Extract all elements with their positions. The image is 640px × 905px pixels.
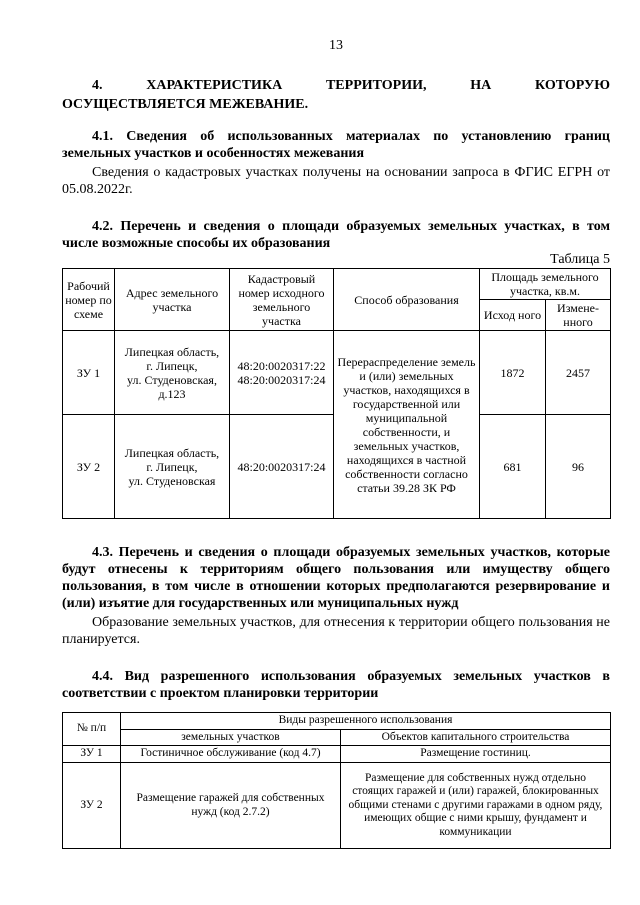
table-5-header-area: Площадь земельного участка, кв.м. xyxy=(480,269,611,300)
table-5 xyxy=(62,268,611,519)
table-6-header-number: № п/п xyxy=(63,713,121,746)
table-5-cell-number: ЗУ 1 xyxy=(63,331,115,415)
table-row xyxy=(63,746,611,763)
address-line: г. Липецк, xyxy=(146,459,198,474)
section-4-4-heading: 4.4. Вид разрешенного использования образуемых земельных участков в соответствии с проектом планировки территории xyxy=(62,669,610,701)
cadastral-number: 48:20:0020317:22 xyxy=(237,358,326,373)
address-line: Липецкая область, xyxy=(124,344,220,359)
section-4-2-heading: 4.2. Перечень и сведения о площади образуемых земельных участках, в том числе возможные способы их образования xyxy=(62,219,610,251)
section-4-word: ТЕРРИТОРИИ, xyxy=(325,78,427,93)
table-5-cell-area-changed: 96 xyxy=(546,415,611,519)
address-line: Липецкая область, xyxy=(124,445,220,460)
table-6 xyxy=(62,712,611,849)
table-6-cell-objects: Размещение для собственных нужд отдельно стоящих гаражей и (или) гаражей, блокированных общими стенами с другими гаражами в одном ряду, имеющих общие с ними крышу, фундамент и коммуникации xyxy=(341,763,611,849)
table-5-cell-area-source: 681 xyxy=(480,415,546,519)
section-4-1-text: Сведения о кадастровых участках получены на основании запроса в ФГИС ЕГРН от 05.08.2022г. xyxy=(62,165,610,197)
address-line: д.123 xyxy=(158,386,186,401)
table-row xyxy=(63,763,611,849)
table-6-cell-objects: Размещение гостиниц. xyxy=(341,746,611,763)
table-6-header-types: Виды разрешенного использования xyxy=(121,713,611,730)
table-5-header-method: Способ образования xyxy=(334,269,480,331)
table-5-cell-cadastral xyxy=(230,331,334,415)
table-5-caption: Таблица 5 xyxy=(550,252,610,267)
table-5-header-cadastral: Кадастровый номер исходного земельного участка xyxy=(230,269,334,331)
table-5-header-area-changed: Измене-нного xyxy=(546,300,611,331)
section-4-word: ХАРАКТЕРИСТИКА xyxy=(146,78,283,93)
section-4-1-heading: 4.1. Сведения об использованных материалах по установлению границ земельных участков и особенностях межевания xyxy=(62,129,610,161)
address-line: ул. Студеновская, xyxy=(127,372,217,387)
table-5-cell-address xyxy=(115,331,230,415)
table-row xyxy=(63,331,611,415)
section-4-number: 4. xyxy=(92,78,103,93)
page-number: 13 xyxy=(329,38,343,53)
section-4-title xyxy=(62,76,610,114)
section-4-3-heading: 4.3. Перечень и сведения о площади образуемых земельных участков, которые будут отнесены к территориям общего пользования или имуществу общего пользования, в том числе в отношении которых предполагаются резервирование и (или) изъятие для государственных или муниципальных нужд xyxy=(62,545,610,611)
table-5-cell-method: Перераспределение земель и (или) земельных участков, находящихся в государственной или муниципальной собственности, и земельных участков, находящихся в частной собственности согласно статьи 39.28 ЗК РФ xyxy=(334,331,480,519)
table-6-cell-land: Размещение гаражей для собственных нужд (код 2.7.2) xyxy=(121,763,341,849)
section-4-word: НА xyxy=(470,78,492,93)
cadastral-number: 48:20:0020317:24 xyxy=(237,372,326,387)
table-5-cell-cadastral: 48:20:0020317:24 xyxy=(230,415,334,519)
table-5-header-number: Рабочий номер по схеме xyxy=(63,269,115,331)
table-6-cell-number: ЗУ 1 xyxy=(63,746,121,763)
section-4-3-text: Образование земельных участков, для отнесения к территории общего пользования не планируется. xyxy=(62,615,610,647)
table-5-cell-area-changed: 2457 xyxy=(546,331,611,415)
table-5-header-area-source: Исход ного xyxy=(480,300,546,331)
section-4-word: КОТОРУЮ xyxy=(535,78,610,93)
table-5-header-address: Адрес земельного участка xyxy=(115,269,230,331)
table-5-cell-area-source: 1872 xyxy=(480,331,546,415)
table-5-cell-address xyxy=(115,415,230,519)
table-5-cell-number: ЗУ 2 xyxy=(63,415,115,519)
table-6-header-land: земельных участков xyxy=(121,729,341,746)
address-line: ул. Студеновская xyxy=(128,473,216,488)
table-6-header-objects: Объектов капитального строительства xyxy=(341,729,611,746)
section-4-title-line2: ОСУЩЕСТВЛЯЕТСЯ МЕЖЕВАНИЕ. xyxy=(62,97,309,112)
table-6-cell-number: ЗУ 2 xyxy=(63,763,121,849)
table-6-cell-land: Гостиничное обслуживание (код 4.7) xyxy=(121,746,341,763)
address-line: г. Липецк, xyxy=(146,358,198,373)
